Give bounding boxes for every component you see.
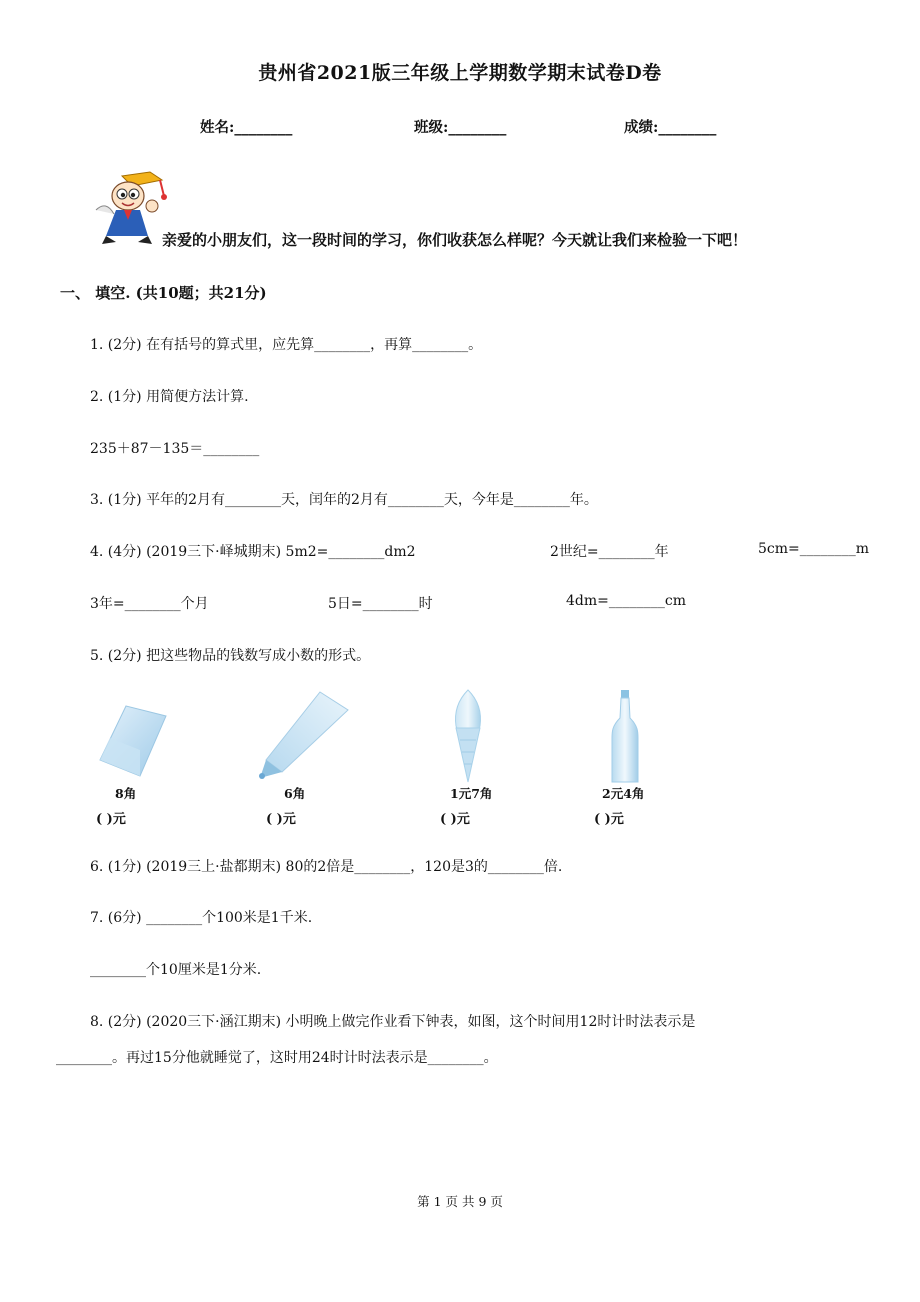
item-price: 2元4角 <box>602 786 645 801</box>
section-heading: 一、 填空. (共10题；共21分) <box>60 284 267 302</box>
item-price: 6角 <box>284 786 306 801</box>
question-8-continued: ________。再过15分他就睡觉了，这时用24时计时法表示是________。 <box>56 1050 498 1066</box>
question-3: 3. (1分) 平年的2月有________天，闰年的2月有________天，今年是________年。 <box>90 492 598 508</box>
question-4-part-d: 3年=________个月 <box>90 596 209 612</box>
item-price: 1元7角 <box>450 786 493 801</box>
greeting-text: 亲爱的小朋友们，这一段时间的学习，你们收获怎么样呢？今天就让我们来检验一下吧！ <box>162 231 748 249</box>
pencil-icon <box>252 690 352 782</box>
question-4-part-e: 5日=________时 <box>328 596 433 612</box>
answer-blank: ( )元 <box>96 812 126 827</box>
question-6: 6. (1分) (2019三上·盐都期末) 80的2倍是________，120是3的________倍. <box>90 859 563 875</box>
question-5: 5. (2分) 把这些物品的钱数写成小数的形式。 <box>90 648 371 664</box>
name-field: 姓名:________ <box>200 119 293 136</box>
mascot-icon <box>92 170 168 246</box>
page-footer: 第 1 页 共 9 页 <box>417 1194 503 1209</box>
answer-blank: ( )元 <box>594 812 624 827</box>
answer-blank: ( )元 <box>440 812 470 827</box>
question-7-part-b: ________个10厘米是1分米. <box>90 962 262 978</box>
eraser-icon <box>96 700 168 780</box>
class-field: 班级:________ <box>414 119 507 136</box>
question-7: 7. (6分) ________个100米是1千米. <box>90 910 313 926</box>
page-title: 贵州省2021版三年级上学期数学期末试卷D卷 <box>258 62 662 84</box>
question-2: 2. (1分) 用简便方法计算. <box>90 389 249 405</box>
question-4-part-f: 4dm=________cm <box>566 593 686 609</box>
question-4: 4. (4分) (2019三下·峄城期末) 5m2=________dm2 <box>90 544 416 560</box>
score-field: 成绩:________ <box>624 119 717 136</box>
ice-cream-icon <box>448 688 488 784</box>
answer-blank: ( )元 <box>266 812 296 827</box>
question-1: 1. (2分) 在有括号的算式里，应先算________，再算________。 <box>90 337 483 353</box>
question-4-part-b: 2世纪=________年 <box>550 544 669 560</box>
question-4-part-c: 5cm=________m <box>758 541 870 557</box>
question-8: 8. (2分) (2020三下·涵江期末) 小明晚上做完作业看下钟表，如图，这个时间用12时计时法表示是 <box>90 1014 696 1030</box>
item-price: 8角 <box>115 786 137 801</box>
bottle-icon <box>608 688 642 784</box>
question-2-expression: 235＋87－135＝________ <box>90 441 260 457</box>
